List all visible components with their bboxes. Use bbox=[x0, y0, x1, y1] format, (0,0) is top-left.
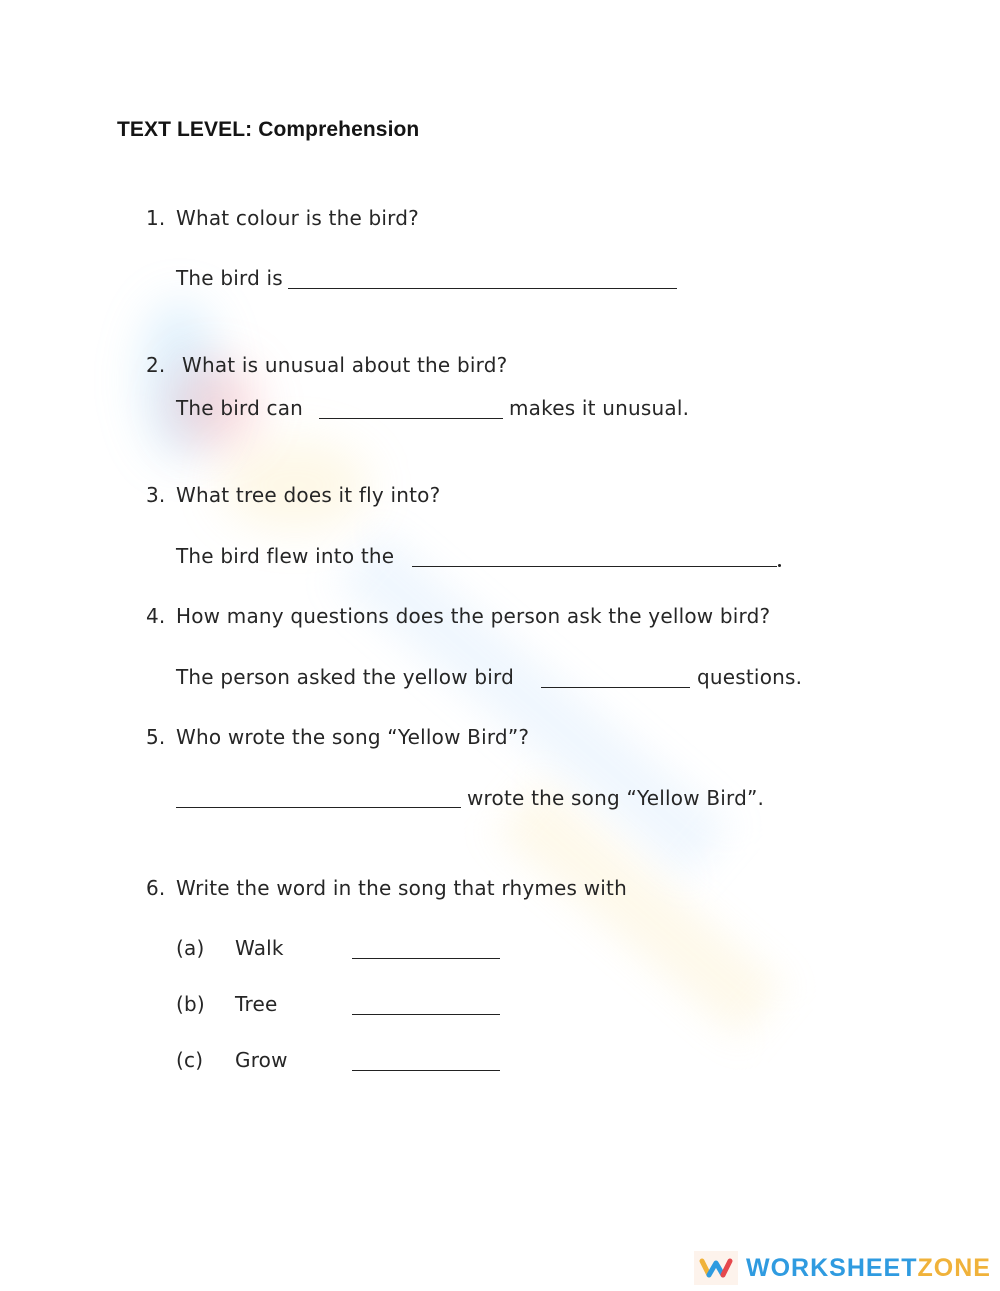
answer-2-blank[interactable] bbox=[319, 418, 503, 419]
question-4-prompt: How many questions does the person ask the yellow bird? bbox=[176, 604, 771, 628]
answer-4-blank[interactable] bbox=[541, 687, 690, 688]
rhyme-c-blank[interactable] bbox=[352, 1070, 500, 1071]
rhyme-b-label: (b) bbox=[176, 992, 205, 1016]
answer-4-prefix: The person asked the yellow bird bbox=[176, 665, 514, 689]
rhyme-a-word: Walk bbox=[235, 936, 284, 960]
answer-3-prefix: The bird flew into the bbox=[176, 544, 395, 568]
question-1-number: 1. bbox=[146, 206, 166, 230]
answer-5-blank[interactable] bbox=[176, 807, 461, 808]
answer-2-suffix: makes it unusual. bbox=[509, 396, 690, 420]
rhyme-a-blank[interactable] bbox=[352, 958, 500, 959]
answer-2-prefix: The bird can bbox=[176, 396, 304, 420]
question-1-prompt: What colour is the bird? bbox=[176, 206, 419, 230]
worksheetzone-w-icon bbox=[694, 1251, 738, 1285]
rhyme-c-label: (c) bbox=[176, 1048, 204, 1072]
wordmark-part1: WORKSHEET bbox=[746, 1253, 918, 1282]
answer-1-prefix: The bird is bbox=[176, 266, 283, 290]
answer-5-suffix: wrote the song “Yellow Bird”. bbox=[467, 786, 765, 810]
answer-3-blank[interactable] bbox=[412, 566, 777, 567]
answer-3-period bbox=[778, 564, 781, 567]
answer-1-blank[interactable] bbox=[288, 288, 677, 289]
rhyme-b-blank[interactable] bbox=[352, 1014, 500, 1015]
question-6-number: 6. bbox=[146, 876, 166, 900]
question-5-prompt: Who wrote the song “Yellow Bird”? bbox=[176, 725, 530, 749]
question-2-number: 2. bbox=[146, 353, 166, 377]
rhyme-c-word: Grow bbox=[235, 1048, 288, 1072]
rhyme-a-label: (a) bbox=[176, 936, 205, 960]
question-3-number: 3. bbox=[146, 483, 166, 507]
answer-4-suffix: questions. bbox=[697, 665, 803, 689]
question-2-prompt: What is unusual about the bird? bbox=[182, 353, 508, 377]
worksheetzone-logo[interactable] bbox=[694, 1250, 991, 1286]
question-4-number: 4. bbox=[146, 604, 166, 628]
page-title: TEXT LEVEL: Comprehension bbox=[117, 118, 420, 141]
rhyme-b-word: Tree bbox=[235, 992, 278, 1016]
question-6-prompt: Write the word in the song that rhymes with bbox=[176, 876, 627, 900]
wordmark-part2: ZONE bbox=[917, 1253, 991, 1282]
worksheetzone-wordmark bbox=[746, 1254, 991, 1283]
question-5-number: 5. bbox=[146, 725, 166, 749]
question-3-prompt: What tree does it fly into? bbox=[176, 483, 441, 507]
